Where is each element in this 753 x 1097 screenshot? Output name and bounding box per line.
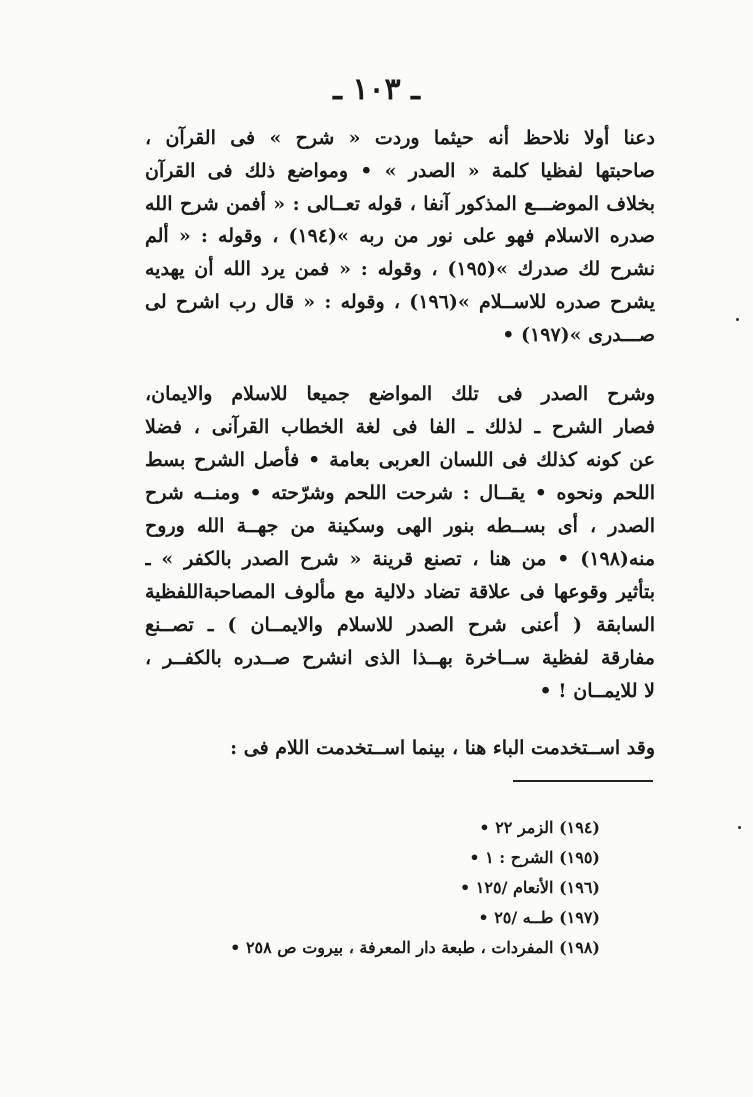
paragraph-line: منه(١٩٨) • من هنا ، تصنع قرينة « شرح الصدر بالكفر » ـ — [145, 548, 655, 570]
paragraph-2 — [145, 378, 655, 708]
paragraph-1 — [145, 122, 655, 352]
paragraph-line: بتأثير وقوعها فى علاقة تضاد دلالية مع مألوف المصاحبةاللفظية — [145, 581, 655, 603]
footnote-separator — [513, 780, 653, 782]
footnote: (١٩٧) طــه /٢٥ • — [478, 908, 600, 927]
footnote: (١٩٨) المفردات ، طبعة دار المعرفة ، بيروت ص ٢٥٨ • — [230, 938, 600, 957]
paragraph-line: فصار الشرح ـ لذلك ـ الفا فى لغة الخطاب القرآنى ، فضلا — [145, 416, 655, 438]
paragraph-line: دعنا أولا نلاحظ أنه حيثما وردت « شرح » فى القرآن ، — [145, 127, 655, 149]
paragraph-line: وقد اســتخدمت الباء هنا ، بينما اســتخدمت اللام فى : — [230, 737, 655, 759]
paragraph-line: يشرح صدره للاســلام »(١٩٦) ، وقوله : « قال رب اشرح لى — [145, 290, 655, 313]
footnotes — [145, 813, 600, 963]
paragraph-line: الصدر ، أى بســطه بنور الهى وسكينة من جهــة الله وروح — [145, 515, 655, 537]
footnote: (١٩٦) الأنعام /١٢٥ • — [459, 878, 600, 897]
paragraph-line: لا للايمــان ! • — [539, 680, 655, 702]
page-number: ـ ١٠٣ ـ — [333, 72, 420, 107]
paragraph-line: صاحبتها لفظيا كلمة « الصدر » • ومواضع ذلك فى القرآن — [145, 159, 655, 182]
footnote: (١٩٥) الشرح : ١ • — [469, 848, 600, 867]
scan-speck — [738, 826, 741, 829]
paragraph-line: نشرح لك صدرك »(١٩٥) ، وقوله : « فمن يرد الله أن يهديه — [145, 258, 655, 281]
paragraph-line: مفارقة لفظية ســاخرة بهــذا الذى انشرح صــدره بالكفــر ، — [145, 647, 655, 669]
paragraph-line: صـــدرى »(١٩٧) • — [502, 323, 655, 346]
paragraph-line: اللحم ونحوه • يقــال : شرحت اللحم وشرّحته • ومنــه شرح — [145, 482, 655, 504]
paragraph-line: عن كونه كذلك فى اللسان العربى بعامة • فأصل الشرح بسط — [145, 449, 655, 471]
paragraph-line: بخلاف الموضـــع المذكور آنفا ، قوله تعــالى : « أفمن شرح الله — [145, 192, 655, 215]
scan-speck — [736, 318, 739, 321]
paragraph-line: وشرح الصدر فى تلك المواضع جميعا للاسلام والايمان، — [145, 383, 655, 405]
paragraph-3 — [145, 732, 655, 765]
footnote: (١٩٤) الزمر ٢٢ • — [479, 818, 600, 837]
paragraph-line: السابقة ( أعنى شرح الصدر للاسلام والايمــان ) ـ تصــنع — [145, 614, 655, 636]
paragraph-line: صدره الاسلام فهو على نور من ربه »(١٩٤) ، وقوله : « ألم — [145, 225, 655, 248]
